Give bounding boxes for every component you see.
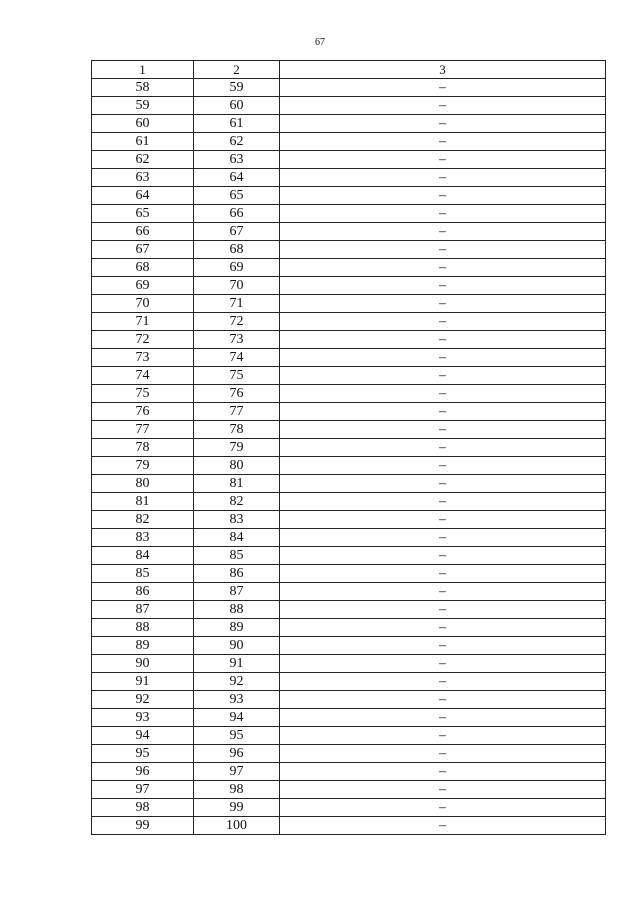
table-row (92, 511, 606, 529)
table-row (92, 457, 606, 475)
table-cell-col-1: 58 (92, 79, 194, 97)
table-cell-col-3: – (280, 673, 606, 691)
table-cell-col-2: 60 (194, 97, 280, 115)
table-row (92, 655, 606, 673)
table-row (92, 565, 606, 583)
table-row (92, 475, 606, 493)
table-cell-col-1: 91 (92, 673, 194, 691)
table-cell-col-2: 63 (194, 151, 280, 169)
table-row (92, 727, 606, 745)
table-cell-col-3: – (280, 655, 606, 673)
table-row (92, 277, 606, 295)
table-cell-col-1: 90 (92, 655, 194, 673)
table-cell-col-1: 86 (92, 583, 194, 601)
table-cell-col-3: – (280, 115, 606, 133)
table-row (92, 817, 606, 835)
table-cell-col-3: – (280, 313, 606, 331)
table-cell-col-1: 80 (92, 475, 194, 493)
table-row (92, 133, 606, 151)
table-cell-col-3: – (280, 763, 606, 781)
table-cell-col-3: – (280, 187, 606, 205)
table-row (92, 187, 606, 205)
table-cell-col-3: – (280, 223, 606, 241)
table-cell-col-2: 89 (194, 619, 280, 637)
table-cell-col-1: 63 (92, 169, 194, 187)
table-cell-col-3: – (280, 97, 606, 115)
table-cell-col-2: 59 (194, 79, 280, 97)
table-cell-col-3: – (280, 277, 606, 295)
table-row (92, 115, 606, 133)
table-cell-col-2: 81 (194, 475, 280, 493)
table-cell-col-1: 68 (92, 259, 194, 277)
table-row (92, 97, 606, 115)
table-cell-col-3: – (280, 385, 606, 403)
table-row (92, 295, 606, 313)
table-cell-col-2: 73 (194, 331, 280, 349)
table-cell-col-1: 71 (92, 313, 194, 331)
table-row (92, 745, 606, 763)
table-row (92, 349, 606, 367)
table-cell-col-3: – (280, 691, 606, 709)
table-row (92, 331, 606, 349)
table-cell-col-1: 79 (92, 457, 194, 475)
table-cell-col-3: – (280, 583, 606, 601)
table-cell-col-1: 72 (92, 331, 194, 349)
table-cell-col-2: 96 (194, 745, 280, 763)
table-cell-col-2: 94 (194, 709, 280, 727)
table-cell-col-1: 85 (92, 565, 194, 583)
table-cell-col-3: – (280, 169, 606, 187)
table-cell-col-2: 72 (194, 313, 280, 331)
table-cell-col-2: 82 (194, 493, 280, 511)
table-cell-col-2: 71 (194, 295, 280, 313)
table-cell-col-2: 84 (194, 529, 280, 547)
table-cell-col-1: 62 (92, 151, 194, 169)
table-row (92, 79, 606, 97)
table-cell-col-2: 98 (194, 781, 280, 799)
table-cell-col-1: 70 (92, 295, 194, 313)
table-cell-col-2: 92 (194, 673, 280, 691)
table-cell-col-3: – (280, 295, 606, 313)
table-cell-col-3: – (280, 133, 606, 151)
table-cell-col-2: 78 (194, 421, 280, 439)
table-cell-col-2: 87 (194, 583, 280, 601)
table-cell-col-1: 76 (92, 403, 194, 421)
table-row (92, 169, 606, 187)
table-cell-col-2: 69 (194, 259, 280, 277)
table-row (92, 439, 606, 457)
table-cell-col-3: – (280, 637, 606, 655)
table-cell-col-3: – (280, 619, 606, 637)
table-cell-col-3: – (280, 241, 606, 259)
table-cell-col-1: 74 (92, 367, 194, 385)
table-cell-col-1: 69 (92, 277, 194, 295)
table-cell-col-2: 66 (194, 205, 280, 223)
table-cell-col-2: 75 (194, 367, 280, 385)
table-cell-col-1: 88 (92, 619, 194, 637)
table-cell-col-2: 70 (194, 277, 280, 295)
table-cell-col-1: 87 (92, 601, 194, 619)
table-row (92, 673, 606, 691)
table-cell-col-2: 85 (194, 547, 280, 565)
table-cell-col-1: 94 (92, 727, 194, 745)
column-header-1: 1 (92, 61, 194, 79)
table-cell-col-1: 81 (92, 493, 194, 511)
table-cell-col-2: 67 (194, 223, 280, 241)
column-header-2: 2 (194, 61, 280, 79)
table-row (92, 421, 606, 439)
table-cell-col-1: 65 (92, 205, 194, 223)
table-cell-col-2: 100 (194, 817, 280, 835)
table-cell-col-2: 61 (194, 115, 280, 133)
table-cell-col-3: – (280, 151, 606, 169)
column-header-3: 3 (280, 61, 606, 79)
table-cell-col-3: – (280, 745, 606, 763)
table-cell-col-2: 74 (194, 349, 280, 367)
table-row (92, 781, 606, 799)
table-cell-col-2: 77 (194, 403, 280, 421)
table-cell-col-3: – (280, 601, 606, 619)
table-cell-col-1: 83 (92, 529, 194, 547)
table-row (92, 547, 606, 565)
table-cell-col-3: – (280, 403, 606, 421)
table-cell-col-3: – (280, 79, 606, 97)
table-cell-col-3: – (280, 367, 606, 385)
table-cell-col-3: – (280, 709, 606, 727)
table-cell-col-1: 89 (92, 637, 194, 655)
table-cell-col-1: 78 (92, 439, 194, 457)
table-row (92, 637, 606, 655)
table-cell-col-1: 92 (92, 691, 194, 709)
table-cell-col-2: 76 (194, 385, 280, 403)
table-cell-col-3: – (280, 331, 606, 349)
table-row (92, 313, 606, 331)
table-body (92, 79, 606, 835)
table-cell-col-1: 99 (92, 817, 194, 835)
table-row (92, 601, 606, 619)
table-row (92, 691, 606, 709)
table-cell-col-2: 65 (194, 187, 280, 205)
table-cell-col-1: 59 (92, 97, 194, 115)
table-cell-col-1: 93 (92, 709, 194, 727)
data-table (91, 60, 606, 835)
table-cell-col-3: – (280, 727, 606, 745)
table-row (92, 403, 606, 421)
table-cell-col-2: 99 (194, 799, 280, 817)
table-cell-col-3: – (280, 781, 606, 799)
table-cell-col-2: 93 (194, 691, 280, 709)
table-cell-col-1: 66 (92, 223, 194, 241)
table-cell-col-1: 77 (92, 421, 194, 439)
table-cell-col-1: 73 (92, 349, 194, 367)
table-row (92, 385, 606, 403)
table-row (92, 367, 606, 385)
table-cell-col-3: – (280, 547, 606, 565)
table-cell-col-1: 75 (92, 385, 194, 403)
table-row (92, 619, 606, 637)
table-cell-col-2: 95 (194, 727, 280, 745)
table-cell-col-3: – (280, 529, 606, 547)
table-cell-col-2: 64 (194, 169, 280, 187)
table-cell-col-2: 68 (194, 241, 280, 259)
table-cell-col-1: 84 (92, 547, 194, 565)
table-cell-col-3: – (280, 421, 606, 439)
table-row (92, 241, 606, 259)
table-cell-col-3: – (280, 475, 606, 493)
table-cell-col-3: – (280, 349, 606, 367)
table-cell-col-2: 83 (194, 511, 280, 529)
table-cell-col-3: – (280, 493, 606, 511)
table-cell-col-1: 64 (92, 187, 194, 205)
table-row (92, 763, 606, 781)
table-row (92, 205, 606, 223)
table-cell-col-1: 95 (92, 745, 194, 763)
table-cell-col-3: – (280, 457, 606, 475)
table-cell-col-3: – (280, 439, 606, 457)
table-cell-col-3: – (280, 565, 606, 583)
table-row (92, 493, 606, 511)
table-cell-col-2: 91 (194, 655, 280, 673)
table-cell-col-2: 79 (194, 439, 280, 457)
table-row (92, 259, 606, 277)
table-cell-col-3: – (280, 799, 606, 817)
table-cell-col-2: 86 (194, 565, 280, 583)
table-cell-col-2: 97 (194, 763, 280, 781)
table-cell-col-1: 98 (92, 799, 194, 817)
table-cell-col-2: 88 (194, 601, 280, 619)
table-cell-col-3: – (280, 205, 606, 223)
table-cell-col-3: – (280, 259, 606, 277)
table-row (92, 583, 606, 601)
table-cell-col-1: 96 (92, 763, 194, 781)
table-cell-col-1: 67 (92, 241, 194, 259)
table-cell-col-2: 90 (194, 637, 280, 655)
table-cell-col-3: – (280, 511, 606, 529)
table-cell-col-1: 97 (92, 781, 194, 799)
table-cell-col-2: 62 (194, 133, 280, 151)
table-row (92, 709, 606, 727)
table-row (92, 223, 606, 241)
table-cell-col-1: 61 (92, 133, 194, 151)
table-header-row (92, 61, 606, 79)
table-row (92, 151, 606, 169)
table-cell-col-1: 60 (92, 115, 194, 133)
table-cell-col-3: – (280, 817, 606, 835)
table-row (92, 529, 606, 547)
table-cell-col-1: 82 (92, 511, 194, 529)
table-row (92, 799, 606, 817)
table-cell-col-2: 80 (194, 457, 280, 475)
page-number: 67 (315, 37, 325, 48)
